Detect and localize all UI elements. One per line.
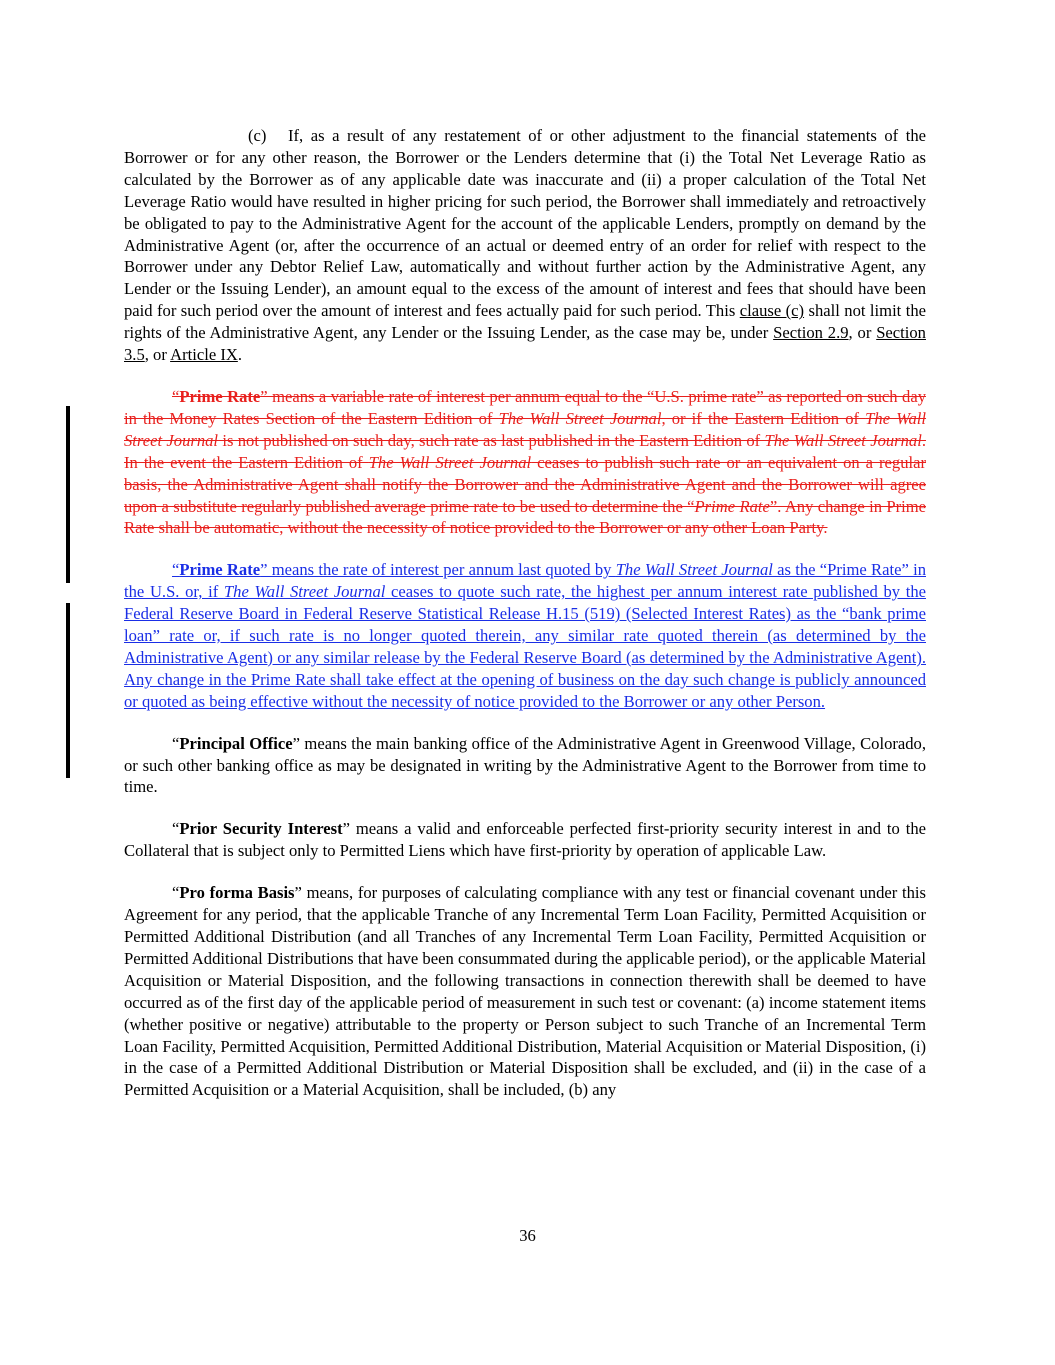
principal-office-quote: “ — [172, 733, 180, 753]
pro-forma-text: ” means, for purposes of calculating compliance with any test or financial covenant under this Agreement for any period, that the applicable Tranche of any Incremental Term Loan Facility, Permitted Acquisition or Permitted Additional Distribution (and all Tranches of any Incremental Term Loan Facility, Permitted Acquisition or Permitted Additional Distributions that have been consummated during the applicable period), or the applicable Material Acquisition or Material Disposition, and the following transactions in connection therewith shall be deemed to have occurred as of the first day of the applicable period of measurement in such test or covenant: (a) income statement items (whether positive or negative) attributable to the property or Person subject to such Tranche of an Incremental Term Loan Facility, Permitted Acquisition, Permitted Additional Distribution, Material Acquisition or Material Disposition, (i) in the case of a Permitted Additional Distribution or Material Disposition shall be excluded, and (ii) in the case of a Permitted Acquisition or a Material Acquisition, shall be included, (b) any — [124, 883, 926, 1100]
section-2-9-ref: Section 2.9 — [773, 323, 849, 343]
principal-office-definition — [124, 733, 926, 799]
change-bar-inserted — [66, 603, 70, 778]
deleted-text-4: . In the event the Eastern Edition of — [124, 430, 926, 472]
prior-security-quote: “ — [172, 819, 180, 839]
change-bar-deleted — [66, 406, 70, 583]
clause-c-label: (c) — [248, 126, 267, 145]
deleted-wsj-2: The Wall Street Journal — [124, 408, 927, 450]
inserted-prime-rate-definition — [124, 559, 926, 712]
deleted-text-1: ” means a variable rate of interest per annum equal to the “U.S. prime rate” as reported on such day in the Money Rates Section of the Eastern Edition of — [124, 386, 926, 428]
deleted-prime-rate-definition — [124, 386, 926, 539]
prior-security-text: ” means a valid and enforceable perfected first-priority security interest in and to the Collateral that is subject only to Permitted Liens which have first-priority by operation of applicable Law. — [124, 819, 926, 861]
pro-forma-basis-term: Pro forma Basis — [179, 883, 295, 903]
deleted-wsj-1: The Wall Street Journal — [498, 408, 662, 428]
pro-forma-quote: “ — [172, 883, 180, 903]
pro-forma-basis-definition — [124, 882, 926, 1101]
prior-security-interest-term: Prior Security Interest — [179, 819, 343, 839]
article-ix-ref: Article IX — [170, 345, 238, 365]
deleted-text-5: ceases to publish such rate or an equivalent on a regular basis, the Administrative Agent shall notify the Borrower and the Administrative Agent and the Borrower will agree upon a substitute regularly published average prime rate to be used to determine the “ — [124, 452, 927, 516]
deleted-text-6: ”. Any change in Prime Rate shall be automatic, without the necessity of notice provided to the Borrower or any other Loan Party. — [124, 496, 926, 538]
inserted-wsj-1: The Wall Street Journal — [615, 560, 773, 580]
principal-office-term: Principal Office — [179, 733, 293, 753]
clause-c-text: If, as a result of any restatement of or other adjustment to the financial statements of the Borrower or for any other reason, the Borrower or the Lenders determine that (i) the Total Net Leverage Ratio as calculated by the Borrower as of any applicable date was inaccurate and (ii) a proper calculation of the Total Net Leverage Ratio would have resulted in higher pricing for such period, the Borrower shall immediately and retroactively be obligated to pay to the Administrative Agent for the account of the applicable Lenders, promptly on demand by the Administrative Agent (or, after the occurrence of an actual or deemed entry of an order for relief with respect to the Borrower under any Debtor Relief Law, automatically and without further action by the Administrative Agent, any Lender or the Issuing Lender), an amount equal to the excess of the amount of interest and fees that should have been paid for such period over the amount of interest and fees actually paid for such period. This — [124, 126, 926, 321]
clause-c-text-5: . — [237, 345, 242, 365]
deleted-text-3: is not published on such day, such rate as last published in the Eastern Edition of — [218, 430, 765, 450]
principal-office-text: ” means the main banking office of the Administrative Agent in Greenwood Village, Colorado, or such other banking office as may be designated in writing by the Administrative Agent to the Borrower from time to time. — [124, 733, 926, 797]
clause-c-paragraph — [124, 125, 926, 366]
document-page — [124, 125, 926, 1101]
inserted-open-quote: “ — [172, 560, 180, 580]
inserted-wsj-2: The Wall Street Journal — [223, 582, 386, 602]
inserted-text-3: ceases to quote such rate, the highest per annum interest rate published by the Federal Reserve Board in Federal Reserve Statistical Release H.15 (519) (Selected Interest Rates) as the “bank prime loan” rate or, if such rate is no longer quoted therein, any similar rate quoted therein (as determined by the Administrative Agent) or any similar release by the Federal Reserve Board (as determined by the Administrative Agent). Any change in the Prime Rate shall take effect at the opening of business on the day such change is publicly announced or quoted as being effective without the necessity of notice provided to the Borrower or any other Person. — [124, 582, 926, 711]
prior-security-interest-definition — [124, 818, 926, 862]
deleted-prime-rate-term: Prime Rate — [179, 386, 261, 406]
deleted-wsj-4: The Wall Street Journal — [368, 452, 532, 472]
clause-c-ref: clause (c) — [739, 301, 805, 321]
page-number: 36 — [519, 1226, 536, 1245]
inserted-prime-rate-term: Prime Rate — [179, 560, 261, 580]
inserted-text-2: as the “Prime Rate” in the U.S. or, if — [124, 560, 926, 602]
clause-c-text-3: , or — [848, 323, 877, 343]
clause-c-text-4: , or — [144, 345, 171, 365]
clause-c-text-2: shall not limit the rights of the Administrative Agent, any Lender or the Issuing Lender, as the case may be, under — [124, 301, 926, 343]
deleted-wsj-3: The Wall Street Journal — [764, 430, 922, 450]
deleted-prime-italic: Prime Rate — [694, 496, 770, 516]
section-3-5-ref: Section 3.5 — [124, 323, 926, 365]
deleted-open-quote: “ — [172, 386, 180, 406]
deleted-text-2: , or if the Eastern Edition of — [661, 408, 866, 428]
inserted-text-1: ” means the rate of interest per annum last quoted by — [260, 560, 616, 580]
